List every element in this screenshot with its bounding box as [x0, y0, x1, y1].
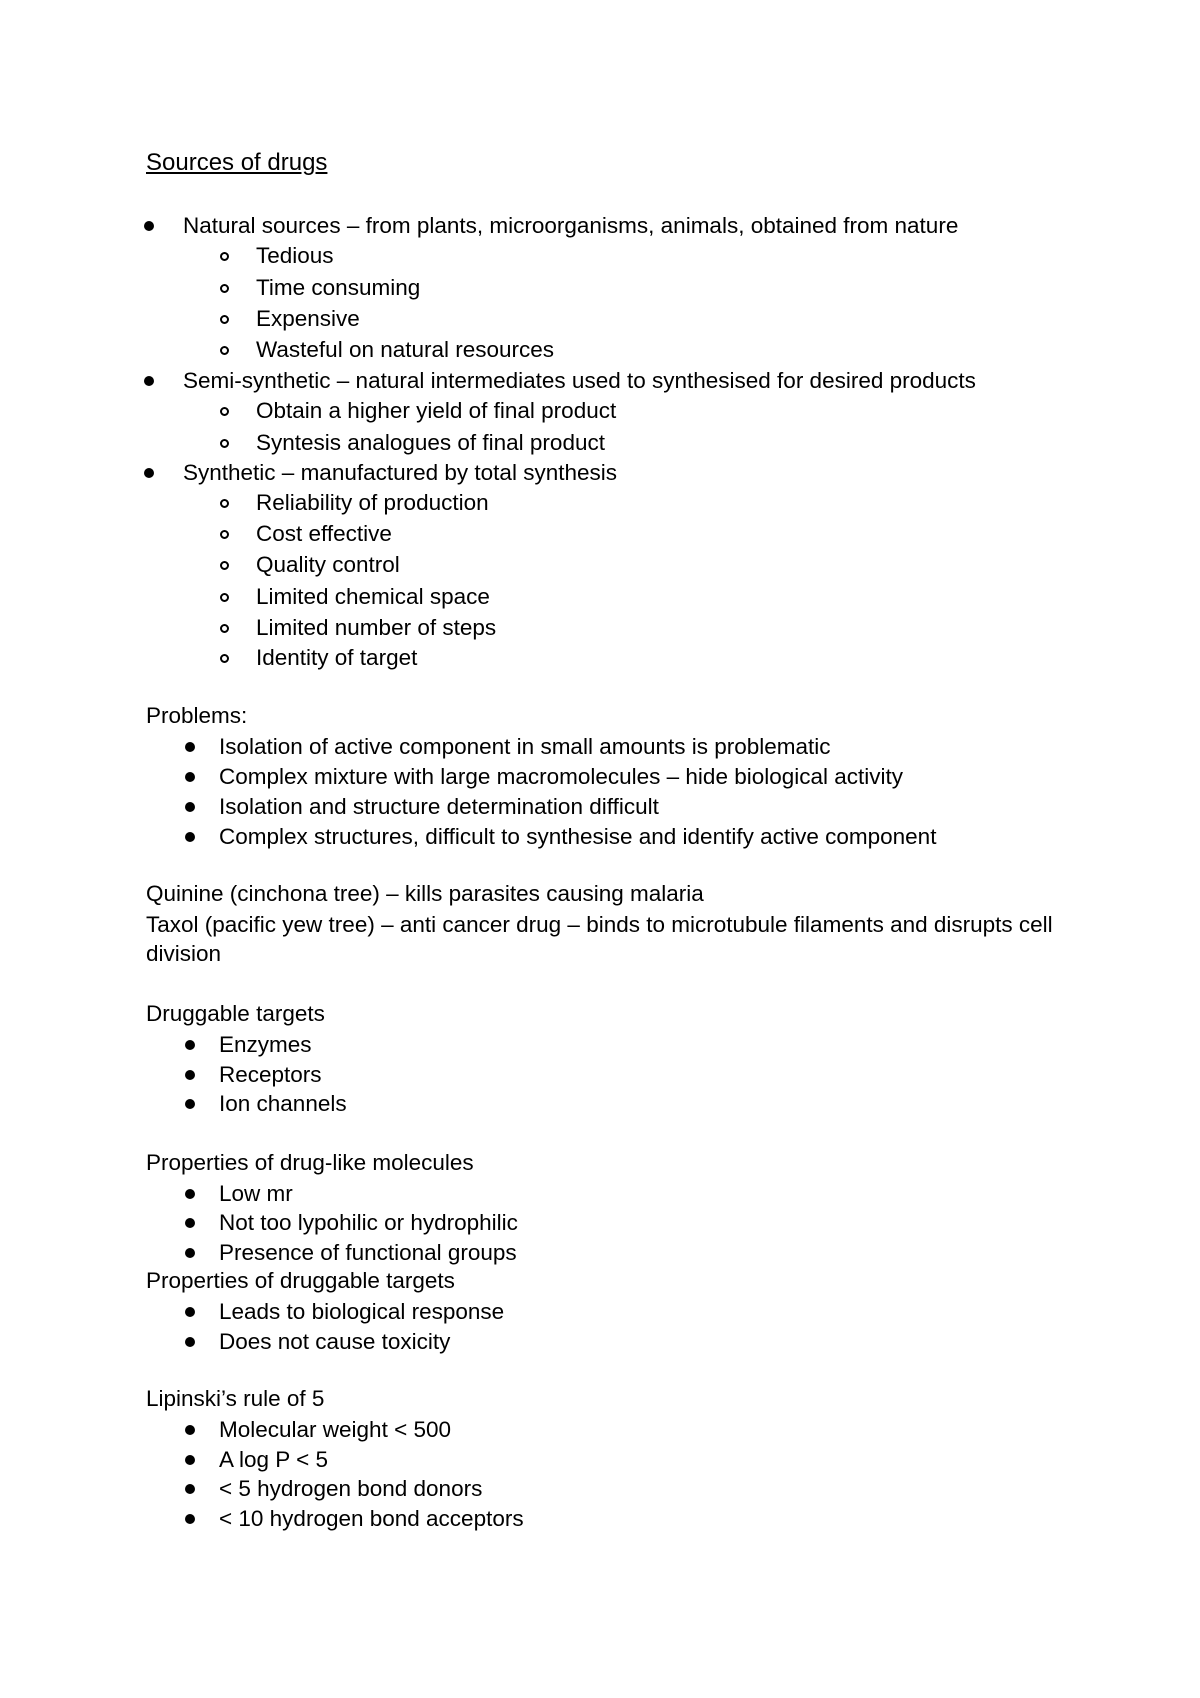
synthetic-subitem: Quality control [256, 552, 400, 577]
bullet-dot [185, 742, 195, 752]
bullet-dot [185, 1484, 195, 1494]
bullet-circle [220, 530, 229, 539]
natural-subitem: Tedious [256, 243, 334, 268]
lipinski-item: A log P < 5 [219, 1447, 329, 1472]
bullet-circle [220, 499, 229, 508]
bullet-circle [220, 252, 229, 261]
bullet-circle [220, 346, 229, 355]
taxol-line-continued: division [146, 941, 222, 966]
bullet-dot [144, 221, 154, 231]
lipinski-item: Molecular weight < 500 [219, 1417, 452, 1442]
bullet-dot [185, 1070, 195, 1080]
source-synthetic: Synthetic – manufactured by total synthesis [183, 460, 617, 485]
bullet-circle [220, 654, 229, 663]
drug-like-item: Not too lypohilic or hydrophilic [219, 1210, 518, 1235]
drug-like-heading: Properties of drug-like molecules [146, 1150, 474, 1175]
target-item: Enzymes [219, 1032, 312, 1057]
semi-synthetic-subitem: Obtain a higher yield of final product [256, 398, 617, 423]
problem-item: Isolation of active component in small amounts is problematic [219, 734, 831, 759]
source-natural: Natural sources – from plants, microorganisms, animals, obtained from nature [183, 213, 959, 238]
quinine-line: Quinine (cinchona tree) – kills parasites causing malaria [146, 881, 704, 906]
target-property-item: Does not cause toxicity [219, 1329, 451, 1354]
bullet-dot [185, 1425, 195, 1435]
lipinski-item: < 10 hydrogen bond acceptors [219, 1506, 524, 1531]
target-property-item: Leads to biological response [219, 1299, 505, 1324]
lipinski-item: < 5 hydrogen bond donors [219, 1476, 483, 1501]
problem-item: Isolation and structure determination difficult [219, 794, 659, 819]
bullet-dot [185, 1307, 195, 1317]
bullet-circle [220, 315, 229, 324]
bullet-dot [185, 832, 195, 842]
source-semi-synthetic: Semi-synthetic – natural intermediates used to synthesised for desired products [183, 368, 976, 393]
problem-item: Complex structures, difficult to synthesise and identify active component [219, 824, 937, 849]
natural-subitem: Expensive [256, 306, 360, 331]
synthetic-subitem: Reliability of production [256, 490, 489, 515]
bullet-circle [220, 284, 229, 293]
bullet-dot [185, 1337, 195, 1347]
bullet-dot [185, 1099, 195, 1109]
drug-like-item: Low mr [219, 1181, 293, 1206]
bullet-dot [185, 1455, 195, 1465]
bullet-circle [220, 561, 229, 570]
bullet-circle [220, 407, 229, 416]
problems-heading: Problems: [146, 703, 248, 728]
target-item: Ion channels [219, 1091, 347, 1116]
natural-subitem: Wasteful on natural resources [256, 337, 555, 362]
bullet-circle [220, 439, 229, 448]
bullet-dot [185, 1218, 195, 1228]
bullet-dot [144, 376, 154, 386]
drug-like-item: Presence of functional groups [219, 1240, 517, 1265]
natural-subitem: Time consuming [256, 275, 421, 300]
problem-item: Complex mixture with large macromolecules – hide biological activity [219, 764, 904, 789]
lipinski-heading: Lipinski’s rule of 5 [146, 1386, 325, 1411]
bullet-dot [144, 468, 154, 478]
semi-synthetic-subitem: Syntesis analogues of final product [256, 430, 605, 455]
synthetic-subitem: Limited number of steps [256, 615, 497, 640]
bullet-dot [185, 1040, 195, 1050]
bullet-dot [185, 1248, 195, 1258]
bullet-dot [185, 802, 195, 812]
page-title: Sources of drugs [146, 149, 328, 176]
bullet-circle [220, 593, 229, 602]
bullet-dot [185, 772, 195, 782]
bullet-circle [220, 624, 229, 633]
synthetic-subitem: Identity of target [256, 645, 418, 670]
target-properties-heading: Properties of druggable targets [146, 1268, 455, 1293]
druggable-targets-heading: Druggable targets [146, 1001, 325, 1026]
bullet-dot [185, 1514, 195, 1524]
target-item: Receptors [219, 1062, 322, 1087]
synthetic-subitem: Limited chemical space [256, 584, 490, 609]
taxol-line: Taxol (pacific yew tree) – anti cancer drug – binds to microtubule filaments and disrupts cell [146, 912, 1053, 937]
bullet-dot [185, 1189, 195, 1199]
synthetic-subitem: Cost effective [256, 521, 392, 546]
